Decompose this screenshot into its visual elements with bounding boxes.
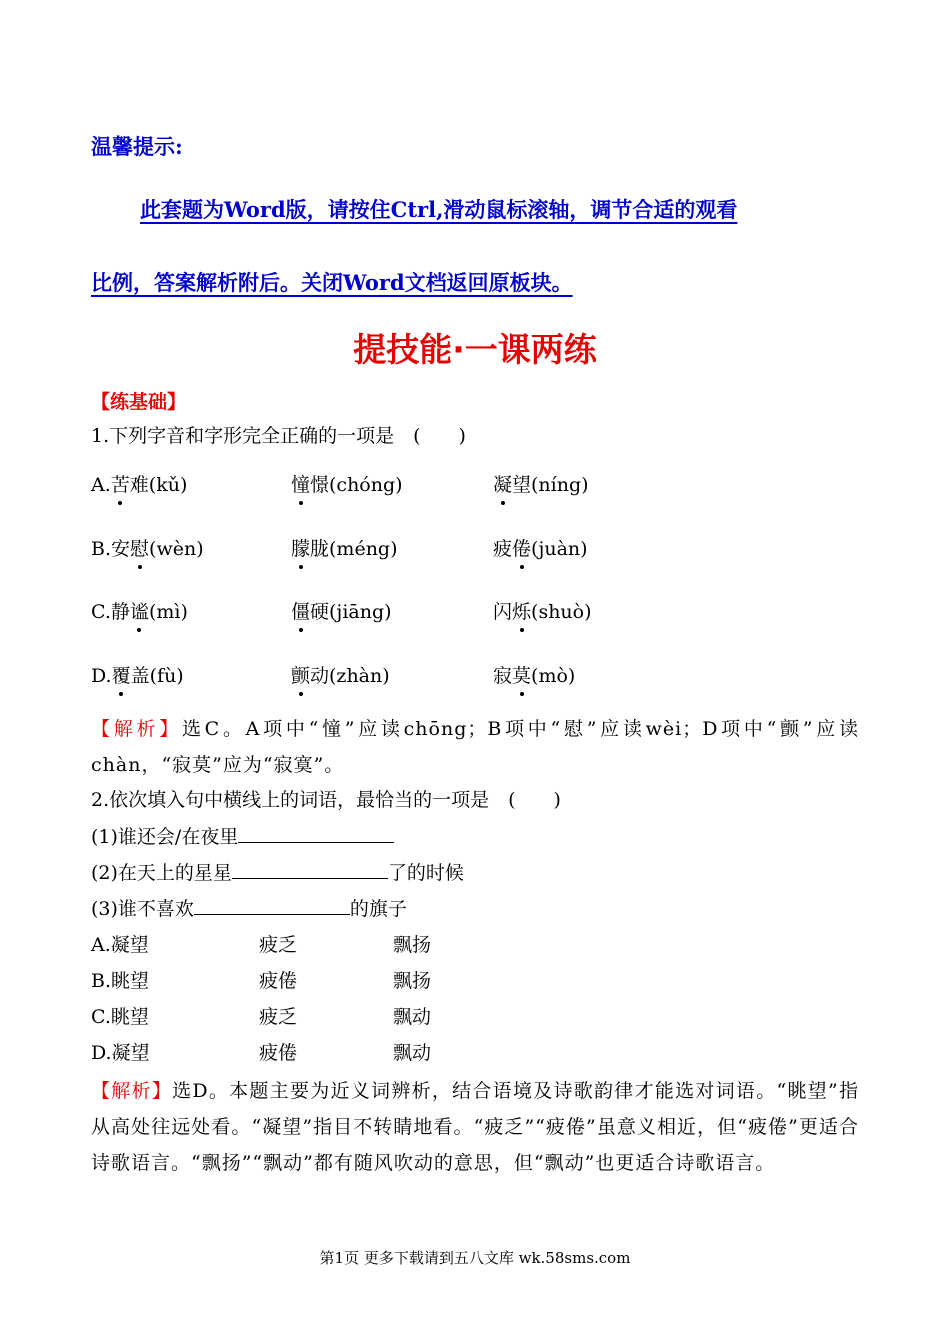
option-c xyxy=(91,597,188,624)
pinyin: (wèn) xyxy=(149,538,204,560)
question-2-line-1 xyxy=(91,824,394,850)
option-word: 飘扬 xyxy=(393,970,432,992)
char: 寂 xyxy=(493,665,513,687)
char: 疲 xyxy=(493,538,513,560)
char-pinyin: 憬(chóng) xyxy=(310,474,403,496)
dotted-char: 朦 xyxy=(291,538,311,560)
question-2-stem: 2.依次填入句中横线上的词语，最恰当的一项是 ( ) xyxy=(91,789,561,811)
line-text: (3)谁不喜欢 xyxy=(91,898,194,920)
option-item xyxy=(291,661,390,688)
pinyin: (juàn) xyxy=(531,538,588,560)
line-text: (1)谁还会/在夜里 xyxy=(91,826,239,848)
dotted-char: 慰 xyxy=(130,538,150,560)
option-word: 飘扬 xyxy=(393,934,432,956)
char-pinyin: 胧(méng) xyxy=(310,538,398,560)
option-word: 疲倦 xyxy=(259,1042,298,1064)
char: 静 xyxy=(110,601,130,623)
dotted-char: 僵 xyxy=(291,601,311,623)
pinyin: (mò) xyxy=(531,665,576,687)
tip-line-1: 此套题为Word版，请按住Ctrl,滑动鼠标滚轴，调节合适的观看 xyxy=(140,197,738,222)
question-2-line-3 xyxy=(91,896,407,922)
dotted-char: 谧 xyxy=(129,601,149,623)
option-item xyxy=(291,470,403,497)
tip-line-2: 比例，答案解析附后。关闭Word文档返回原板块。 xyxy=(91,270,573,295)
option-word: 飘动 xyxy=(393,1042,432,1064)
pinyin: (shuò) xyxy=(531,601,592,623)
dotted-char: 颤 xyxy=(291,665,311,687)
option-letter: C. xyxy=(91,601,111,623)
page-title: 提技能·一课两练 xyxy=(353,330,597,369)
dotted-char: 覆 xyxy=(111,665,131,687)
question-1-stem: 1.下列字音和字形完全正确的一项是 ( ) xyxy=(91,425,466,447)
tip-title: 温馨提示: xyxy=(91,134,183,159)
option-letter: A. xyxy=(91,474,111,496)
option-item xyxy=(291,534,398,561)
option-item xyxy=(493,661,575,688)
char-pinyin: 动(zhàn) xyxy=(310,665,390,687)
option-d: D.凝望 xyxy=(91,1042,150,1064)
option-letter: B. xyxy=(91,538,112,560)
option-item xyxy=(493,534,588,561)
dotted-char: 倦 xyxy=(512,538,532,560)
line-text-post: 了的时候 xyxy=(387,862,464,884)
option-a: A.凝望 xyxy=(91,934,149,956)
char: 安 xyxy=(111,538,131,560)
dotted-char: 烁 xyxy=(512,601,532,623)
char-pinyin: 硬(jiāng) xyxy=(310,601,392,623)
line-text: (2)在天上的星星 xyxy=(91,862,232,884)
option-c: C.眺望 xyxy=(91,1006,149,1028)
char-pinyin: 难(kǔ) xyxy=(129,474,188,496)
fill-blank xyxy=(232,860,388,879)
char-pinyin: 盖(fù) xyxy=(130,665,184,687)
dotted-char: 凝 xyxy=(493,474,513,496)
option-a xyxy=(91,470,187,497)
option-item xyxy=(291,597,392,624)
page-footer: 第1页 更多下载请到五八文库 wk.58sms.com xyxy=(319,1249,631,1267)
fill-blank xyxy=(238,824,394,843)
option-item xyxy=(493,470,589,497)
option-word: 疲倦 xyxy=(259,970,298,992)
option-b: B.眺望 xyxy=(91,970,150,992)
option-d xyxy=(91,661,184,688)
question-1-analysis xyxy=(91,711,859,783)
analysis-text: 选D。本题主要为近义词辨析，结合语境及诗歌韵律才能选对词语。“眺望”指从高处往远处看。“凝望”指目不转睛地看。“疲乏”“疲倦”虽意义相近，但“疲倦”更适合诗歌语言。“飘扬”“飘动”都有随风吹动的意思，但“飘动”也更适合诗歌语言。 xyxy=(91,1080,859,1174)
char-pinyin: 望(níng) xyxy=(512,474,589,496)
line-text-post: 的旗子 xyxy=(349,898,407,920)
dotted-char: 憧 xyxy=(291,474,311,496)
option-word: 飘动 xyxy=(393,1006,432,1028)
option-item xyxy=(493,597,592,624)
fill-blank xyxy=(194,896,350,915)
option-word: 疲乏 xyxy=(259,934,298,956)
char: 闪 xyxy=(493,601,513,623)
option-word: 疲乏 xyxy=(259,1006,298,1028)
analysis-label: 【解析】 xyxy=(91,1080,173,1102)
section-label: 【练基础】 xyxy=(91,391,187,413)
question-2-analysis xyxy=(91,1073,859,1181)
pinyin: (mì) xyxy=(148,601,188,623)
dotted-char: 莫 xyxy=(512,665,532,687)
dotted-char: 苦 xyxy=(110,474,130,496)
analysis-text: 选C。A项中“憧”应读chōng；B项中“慰”应读wèi；D项中“颤”应读chàn，“寂莫”应为“寂寞”。 xyxy=(91,718,859,776)
option-letter: D. xyxy=(91,665,112,687)
question-2-line-2 xyxy=(91,860,464,886)
option-b xyxy=(91,534,204,561)
analysis-label: 【解析】 xyxy=(91,718,182,740)
